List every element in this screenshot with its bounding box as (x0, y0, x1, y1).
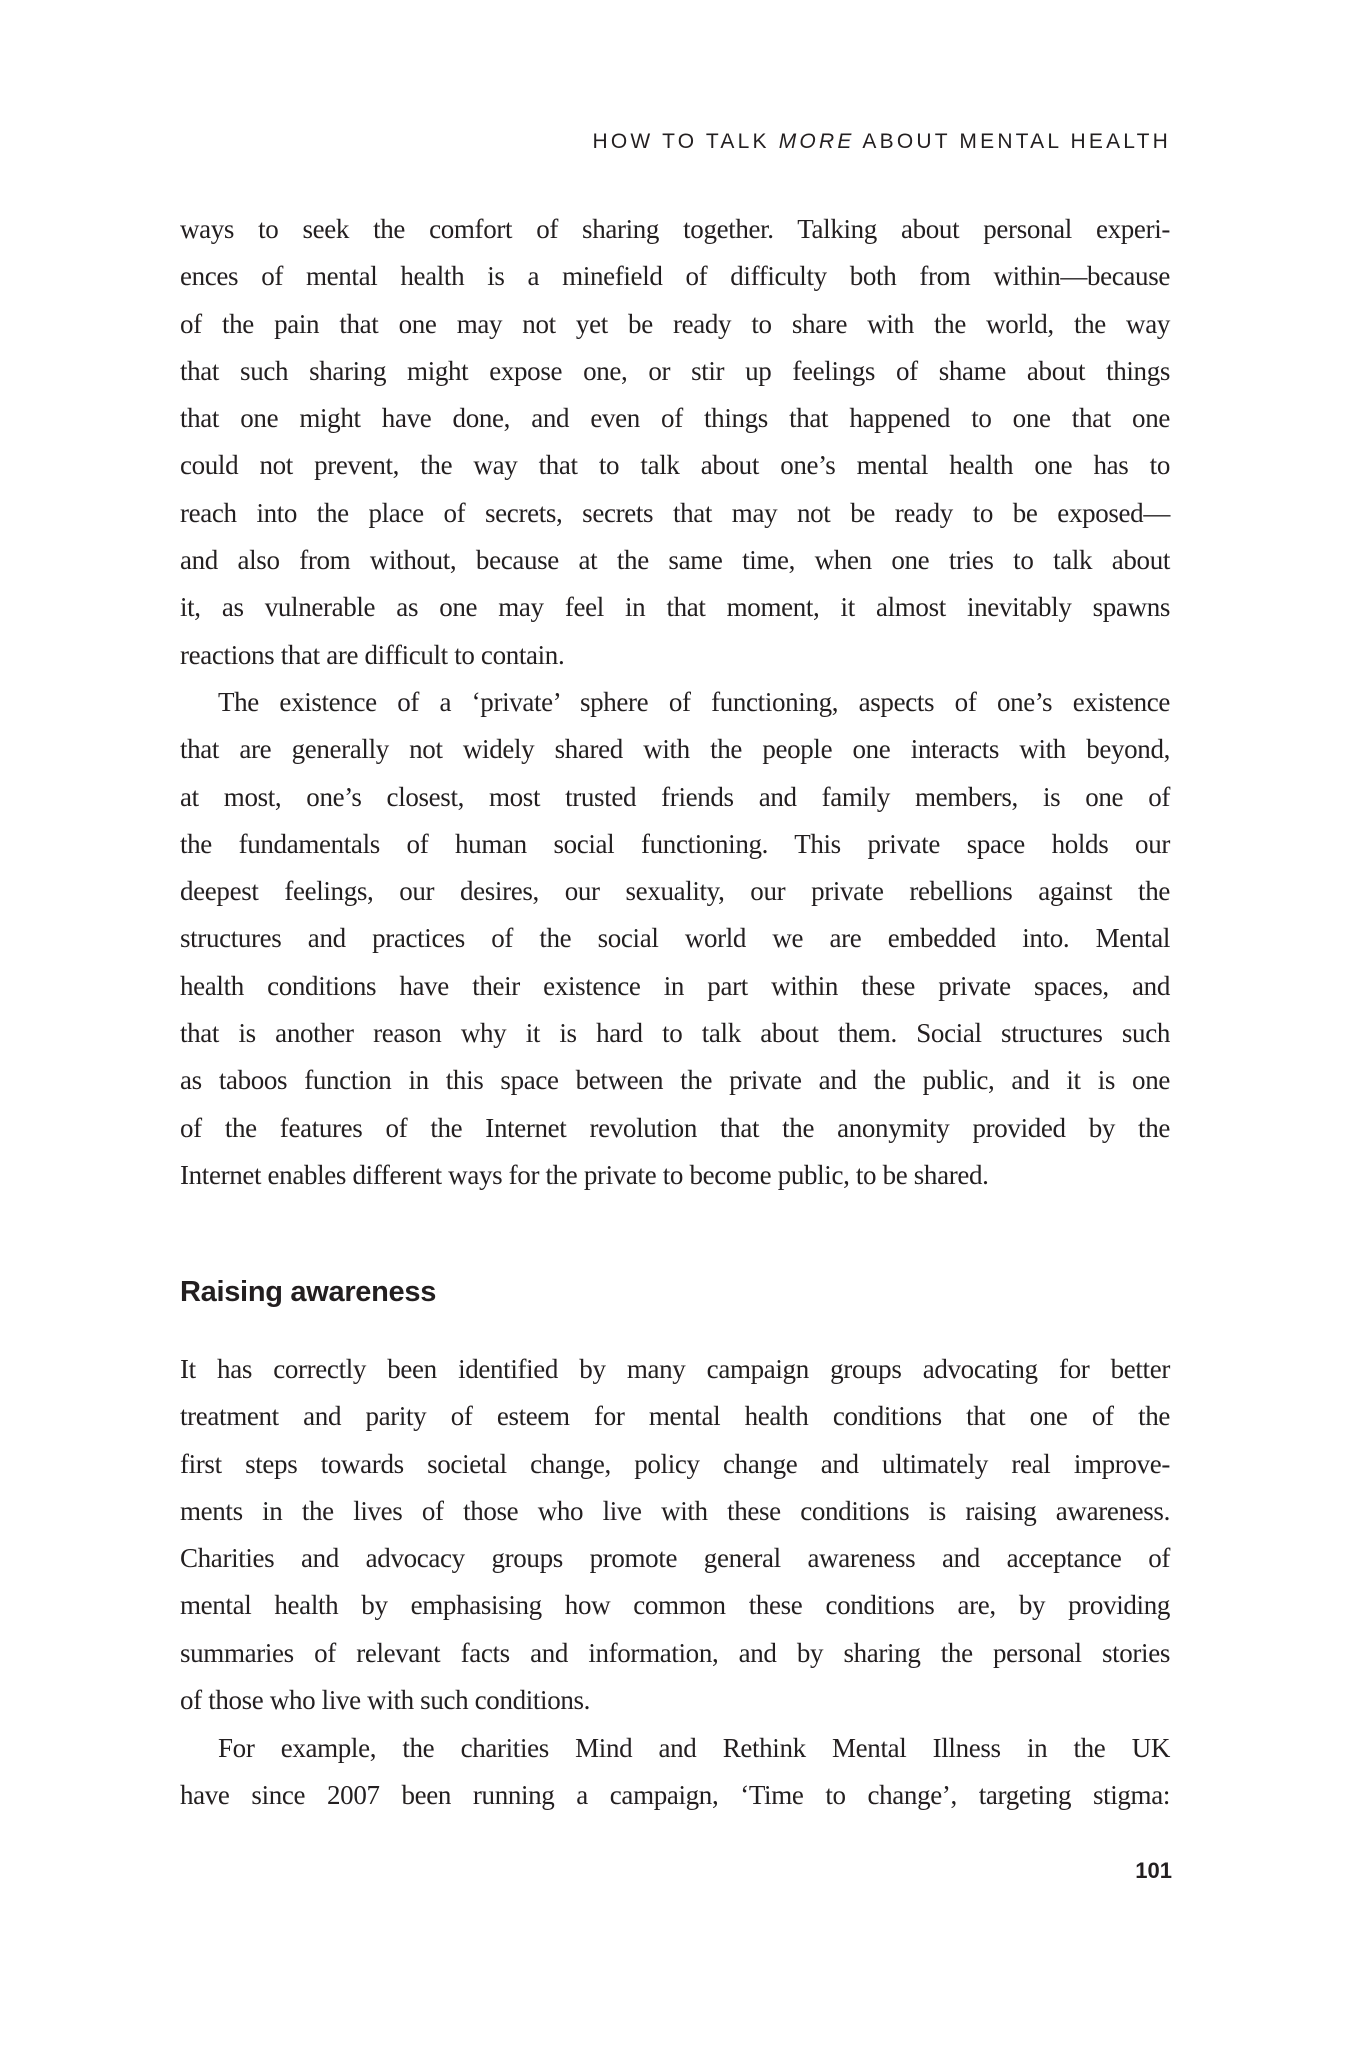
paragraph-4 (180, 1725, 1170, 1820)
text-line: treatment and parity of esteem for mental health conditions that one of the (180, 1401, 1170, 1432)
running-head-text-start: HOW TO TALK (592, 130, 779, 153)
running-head-emphasis: MORE (778, 130, 855, 153)
text-line: that are generally not widely shared with the people one interacts with beyond, (180, 734, 1170, 765)
text-line: could not prevent, the way that to talk about one’s mental health one has to (180, 450, 1170, 481)
text-line: deepest feelings, our desires, our sexuality, our private rebellions against the (180, 876, 1170, 907)
text-line: Charities and advocacy groups promote general awareness and acceptance of (180, 1543, 1170, 1574)
text-line: summaries of relevant facts and information, and by sharing the personal stories (180, 1637, 1170, 1668)
text-line: that is another reason why it is hard to talk about them. Social structures such (180, 1018, 1170, 1049)
paragraph-2 (180, 679, 1170, 1199)
text-line: first steps towards societal change, policy change and ultimately real improve- (180, 1448, 1170, 1479)
paragraph-3 (180, 1346, 1170, 1724)
running-head-text-end: ABOUT MENTAL HEALTH (854, 130, 1171, 153)
text-line: The existence of a ‘private’ sphere of functioning, aspects of one’s existence (218, 687, 1170, 717)
text-line: of the features of the Internet revolution that the anonymity provided by the (180, 1112, 1170, 1143)
text-line: health conditions have their existence in part within these private spaces, and (180, 970, 1170, 1001)
text-line: it, as vulnerable as one may feel in that moment, it almost inevitably spawns (180, 592, 1170, 623)
text-line: that one might have done, and even of things that happened to one that one (180, 403, 1170, 434)
text-line: It has correctly been identified by many campaign groups advocating for better (180, 1354, 1170, 1384)
text-line: reach into the place of secrets, secrets that may not be ready to be exposed— (180, 497, 1170, 528)
text-line: at most, one’s closest, most trusted friends and family members, is one of (180, 781, 1170, 812)
paragraph-1 (180, 206, 1170, 679)
text-line: of those who live with such conditions. (180, 1685, 591, 1716)
text-line: ways to seek the comfort of sharing together. Talking about personal experi- (180, 214, 1170, 244)
text-line: mental health by emphasising how common these conditions are, by providing (180, 1590, 1170, 1621)
text-line: ments in the lives of those who live with these conditions is raising awareness. (180, 1495, 1170, 1526)
text-line: of the pain that one may not yet be ready to share with the world, the way (180, 308, 1170, 339)
running-head (593, 127, 1171, 157)
section-heading: Raising awareness (180, 1276, 437, 1308)
text-line: the fundamentals of human social functioning. This private space holds our (180, 828, 1170, 859)
text-line: structures and practices of the social world we are embedded into. Mental (180, 923, 1170, 954)
page-number: 101 (1135, 1858, 1172, 1883)
text-line: and also from without, because at the same time, when one tries to talk about (180, 545, 1170, 576)
text-line: that such sharing might expose one, or stir up feelings of shame about things (180, 355, 1170, 386)
text-line: as taboos function in this space between the private and the public, and it is one (180, 1065, 1170, 1096)
text-line: have since 2007 been running a campaign, ‘Time to change’, targeting stigma: (180, 1780, 1170, 1811)
text-line: reactions that are difficult to contain. (180, 639, 565, 670)
text-line: Internet enables different ways for the private to become public, to be shared. (180, 1159, 989, 1190)
text-line: For example, the charities Mind and Rethink Mental Illness in the UK (218, 1733, 1170, 1763)
text-line: ences of mental health is a minefield of difficulty both from within—because (180, 261, 1170, 292)
